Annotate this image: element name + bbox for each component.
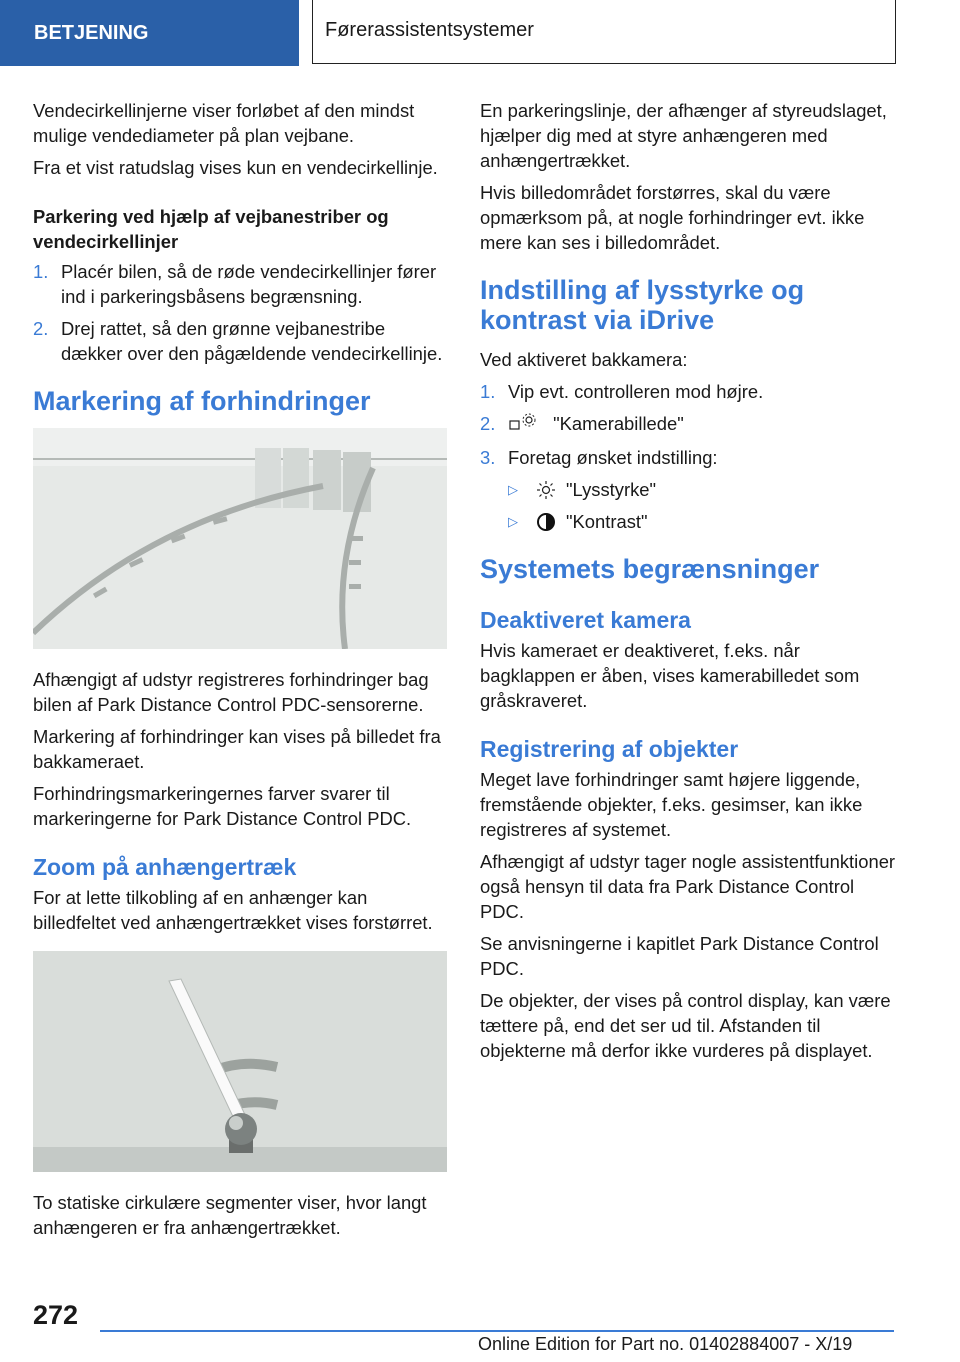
obstacle-marking-image <box>33 428 447 649</box>
paragraph: Se anvisningerne i kapitlet Park Distance Control PDC. <box>480 933 879 980</box>
sub-heading: Parkering ved hjælp af vejbanestriber og vendecirkellinjer <box>33 206 389 252</box>
rear-camera-lines-illustration <box>33 428 447 649</box>
page-number: 272 <box>33 1300 79 1330</box>
step-number: 1. <box>480 381 496 402</box>
step-number: 2. <box>480 413 496 434</box>
trailer-hitch-illustration <box>33 951 447 1172</box>
chapter-title: Førerassistentsystemer <box>312 0 896 64</box>
subsection-heading: Deaktiveret kamera <box>480 607 691 634</box>
sub-step-text: "Lysstyrke" <box>566 479 657 501</box>
camera-settings-icon <box>508 412 540 438</box>
paragraph: For at lette tilkobling af en anhænger kan billedfeltet ved anhængertrækket vises forstørret. <box>33 887 433 933</box>
step-text: "Kamerabillede" <box>553 413 684 434</box>
step-text: Drej rattet, så den grønne vejbanestribe dækker over den pågældende vendecirkellinje. <box>61 318 443 364</box>
step-item <box>480 379 896 404</box>
sub-step-item <box>508 509 896 534</box>
paragraph: De objekter, der vises på control display, kan være tættere på, end det ser ud til. Afstanden til objekterne må derfor ikke vurderes på displayet. <box>480 990 891 1062</box>
paragraph: Vendecirkellinjerne viser forløbet af den mindst mulige vendediameter på plan vejbane. <box>33 100 415 146</box>
footer-divider <box>100 1330 894 1332</box>
trailer-hitch-zoom-image <box>33 951 447 1172</box>
paragraph: Afhængigt af udstyr tager nogle assistentfunktioner også hensyn til data fra Park Distance Control PDC. <box>480 851 896 923</box>
right-column <box>480 98 896 1070</box>
paragraph: Ved aktiveret bakkamera: <box>480 349 688 370</box>
sub-step-marker: ▷ <box>508 482 518 498</box>
step-text: Foretag ønsket indstilling: <box>508 447 718 469</box>
paragraph: Fra et vist ratudslag vises kun en vendecirkellinje. <box>33 157 438 178</box>
section-heading: Indstilling af lysstyrke og kontrast via iDrive <box>480 275 805 335</box>
edition-note: Online Edition for Part no. 01402884007 - X/19 <box>478 1334 853 1354</box>
subsection-heading: Registrering af objekter <box>480 736 739 763</box>
left-column <box>33 98 449 1247</box>
sub-step-marker: ▷ <box>508 514 518 530</box>
paragraph: Markering af forhindringer kan vises på billedet fra bakkameraet. <box>33 726 441 772</box>
brightness-icon <box>536 480 556 506</box>
paragraph: Afhængigt af udstyr registreres forhindringer bag bilen af Park Distance Control PDC-sensorerne. <box>33 669 429 715</box>
section-heading: Systemets begrænsninger <box>480 554 820 585</box>
contrast-icon <box>536 512 556 538</box>
paragraph: Forhindringsmarkeringernes farver svarer til markeringerne for Park Distance Control PDC. <box>33 783 412 829</box>
step-item <box>480 445 896 470</box>
step-text: Vip evt. controlleren mod højre. <box>508 381 764 402</box>
step-item <box>480 411 896 438</box>
step-text: Placér bilen, så de røde vendecirkellinjer fører ind i parkeringsbåsens begrænsning. <box>61 261 437 307</box>
paragraph: Hvis kameraet er deaktiveret, f.eks. når bagklappen er åben, vises kamerabilledet som gråskraveret. <box>480 640 860 712</box>
paragraph: To statiske cirkulære segmenter viser, hvor langt anhængeren er fra anhængertrækket. <box>33 1192 427 1238</box>
step-number: 3. <box>480 447 496 469</box>
paragraph: En parkeringslinje, der afhænger af styreudslaget, hjælper dig med at styre anhængeren med anhængertrækket. <box>480 100 887 171</box>
step-item <box>33 316 449 366</box>
section-heading: Markering af forhindringer <box>33 386 371 416</box>
sub-step-text: "Kontrast" <box>566 511 648 533</box>
sub-step-item <box>508 477 896 502</box>
step-number: 1. <box>33 261 49 282</box>
section-tab: BETJENING <box>0 0 299 66</box>
paragraph: Hvis billedområdet forstørres, skal du være opmærksom på, at nogle forhindringer evt. ikke mere kan ses i billedområdet. <box>480 182 865 253</box>
paragraph: Meget lave forhindringer samt højere liggende, fremstående objekter, f.eks. gesimser, kan ikke registreres af systemet. <box>480 769 863 841</box>
page-header <box>0 0 960 66</box>
step-item <box>33 259 449 309</box>
step-number: 2. <box>33 318 49 339</box>
subsection-heading: Zoom på anhængertræk <box>33 854 297 880</box>
